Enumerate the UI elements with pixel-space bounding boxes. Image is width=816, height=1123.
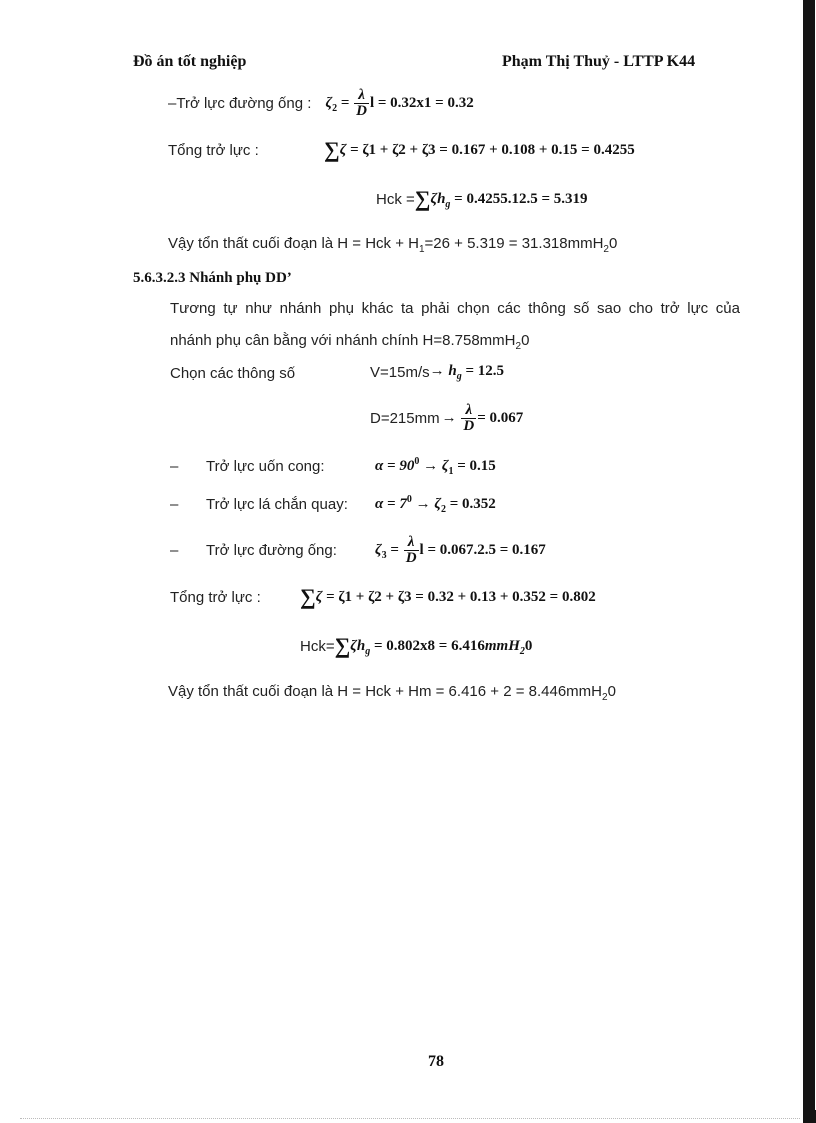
- total-resistance-formula-1: ∑ζ = ζ1 + ζ2 + ζ3 = 0.167 + 0.108 + 0.15 = 0.4255: [324, 137, 635, 162]
- pipe-resistance-line: [168, 86, 474, 120]
- loss-line-1: Vậy tổn thất cuối đoạn là H = Hck + $H_1=26 + 5.319 = 31.318mmH_20$: [168, 235, 618, 255]
- lambda-over-d-fraction-2: $\frac{\lambda}{D}$: [463, 401, 475, 434]
- total-resistance-label-1: Tổng trở lực :: [168, 141, 259, 159]
- lambda-over-d-fraction-3: $\frac{\lambda}{D}$: [405, 533, 417, 566]
- hck-line-1: Hck = $\sum\zeta h_g = 0.4255.12.5 = 5.319$: [376, 186, 588, 211]
- total-resistance-line-1: [168, 137, 635, 162]
- list-item: – Trở lực lá chắn quay: $\alpha = 7^0 \to \zeta_2 = 0.352$: [170, 493, 496, 515]
- page-bottom-dotted-line: [20, 1118, 800, 1119]
- loss-line-2: Vậy tổn thất cuối đoạn là H = Hck + Hm = 6.416 + 2 = 8.446mmH$_2$0: [168, 683, 616, 703]
- header-right: Phạm Thị Thuỷ - LTTP K44: [502, 53, 696, 70]
- list-item: – Trở lực đường ống: $\zeta_3$ = $\frac{\lambda}{D}$ l = 0.067.2.5 = 0.167: [170, 533, 546, 566]
- total-resistance-line-2: [170, 584, 596, 609]
- paragraph-line-2: nhánh phụ cân bằng với nhánh chính H=8.758mmH$_2$0: [170, 332, 530, 352]
- total-resistance-label-2: Tổng trở lực :: [170, 588, 261, 606]
- hck-formula-2: $\sum\zeta h_g = 0.802x8 = 6.416mmH_20$: [334, 633, 533, 658]
- total-resistance-formula-2: ∑ζ = ζ1 + ζ2 + ζ3 = 0.32 + 0.13 + 0.352 = 0.802: [300, 584, 596, 609]
- hck-line-2: Hck= $\sum\zeta h_g = 0.802x8 = 6.416mmH_20$: [300, 633, 533, 658]
- choose-params-label: Chọn các thông số: [170, 365, 296, 382]
- section-heading: 5.6.3.2.3 Nhánh phụ DD’: [133, 270, 292, 286]
- diameter-line: D=215mm → $\frac{\lambda}{D}$ = 0.067: [370, 401, 524, 434]
- pipe-resistance-formula: $\zeta_2$ = $\frac{\lambda}{D}$ l = 0.32x1 = 0.32: [325, 86, 474, 119]
- hck-formula-1: $\sum\zeta h_g = 0.4255.12.5 = 5.319$: [414, 186, 588, 211]
- page-number: 78: [428, 1053, 444, 1070]
- header-left: Đồ án tốt nghiệp: [133, 53, 247, 70]
- page-edge-shadow-right: [803, 0, 815, 1123]
- paragraph-line-1: Tương tự như nhánh phụ khác ta phải chọn các thông số sao cho trở lực của: [170, 300, 740, 317]
- list-item: – Trở lực uốn cong: $\alpha = 90^0 \to \zeta_1 = 0.15$: [170, 455, 496, 477]
- pipe-resistance-label: –Trở lực đường ống :: [168, 94, 312, 112]
- lambda-over-d-fraction: $\frac{\lambda}{D}$: [356, 86, 367, 119]
- page-edge-shadow-corner: [805, 1110, 816, 1123]
- velocity-line: V=15m/s → $h_g = 12.5$: [370, 363, 505, 382]
